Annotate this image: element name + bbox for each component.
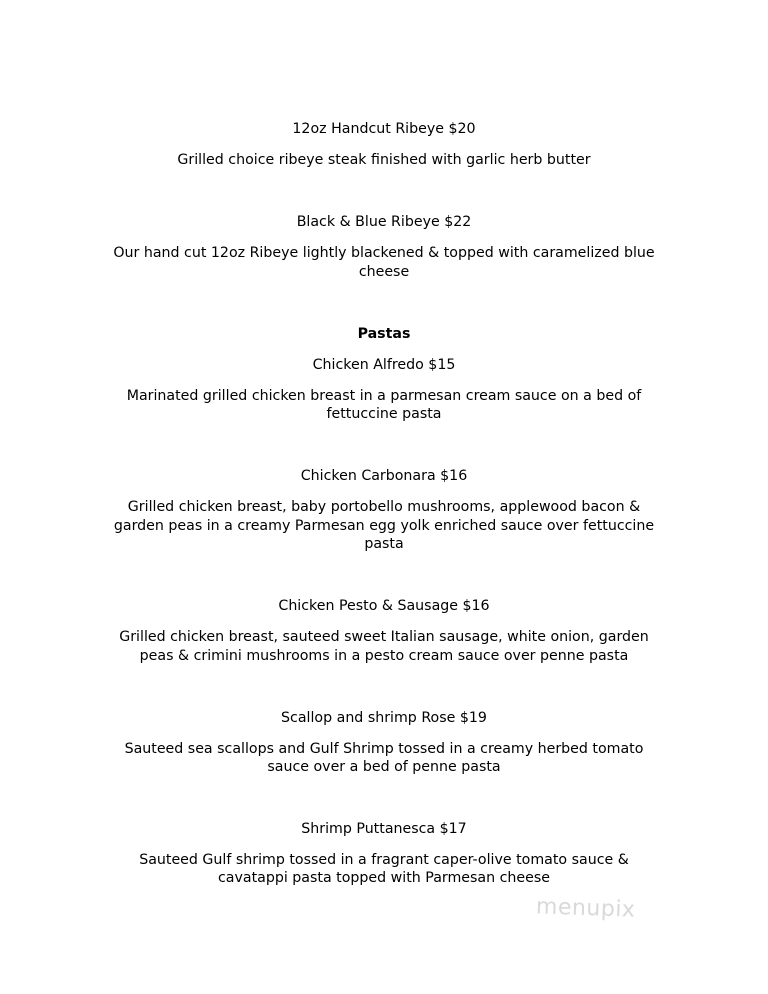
menu-item-title: Chicken Alfredo $15: [312, 357, 456, 373]
menu-item-description: sauce over a bed of penne pasta: [267, 759, 501, 775]
menu-item-description: peas & crimini mushrooms in a pesto cream sauce over penne pasta: [139, 648, 629, 664]
menu-item-description: pasta: [364, 536, 404, 552]
menu-item-description: garden peas in a creamy Parmesan egg yolk enriched sauce over fettuccine: [113, 518, 655, 534]
menu-item-title: 12oz Handcut Ribeye $20: [292, 121, 476, 137]
menu-item-description: Sauteed Gulf shrimp tossed in a fragrant caper-olive tomato sauce &: [139, 852, 629, 868]
menu-item-title: Black & Blue Ribeye $22: [296, 214, 472, 230]
menu-item-description: Grilled chicken breast, sauteed sweet Italian sausage, white onion, garden: [119, 629, 649, 645]
menu-item-description: fettuccine pasta: [326, 406, 442, 422]
menupix-watermark-logo: menupix: [535, 894, 636, 923]
menu-item-title: Scallop and shrimp Rose $19: [281, 710, 487, 726]
menu-item-description: Our hand cut 12oz Ribeye lightly blackened & topped with caramelized blue: [113, 245, 655, 261]
menu-item-description: Marinated grilled chicken breast in a parmesan cream sauce on a bed of: [126, 388, 642, 404]
menu-item-description: Grilled chicken breast, baby portobello mushrooms, applewood bacon &: [127, 499, 641, 515]
menu-item-title: Chicken Pesto & Sausage $16: [278, 598, 490, 614]
menu-item-description: cavatappi pasta topped with Parmesan cheese: [218, 870, 550, 886]
menu-item-title: Shrimp Puttanesca $17: [301, 821, 467, 837]
menu-item-description: cheese: [358, 264, 410, 280]
menu-item-title: Chicken Carbonara $16: [300, 468, 468, 484]
menu-item-description: Grilled choice ribeye steak finished with garlic herb butter: [177, 152, 591, 168]
menu-item-description: Sauteed sea scallops and Gulf Shrimp tossed in a creamy herbed tomato: [124, 741, 644, 757]
section-heading-pastas: Pastas: [357, 326, 411, 342]
